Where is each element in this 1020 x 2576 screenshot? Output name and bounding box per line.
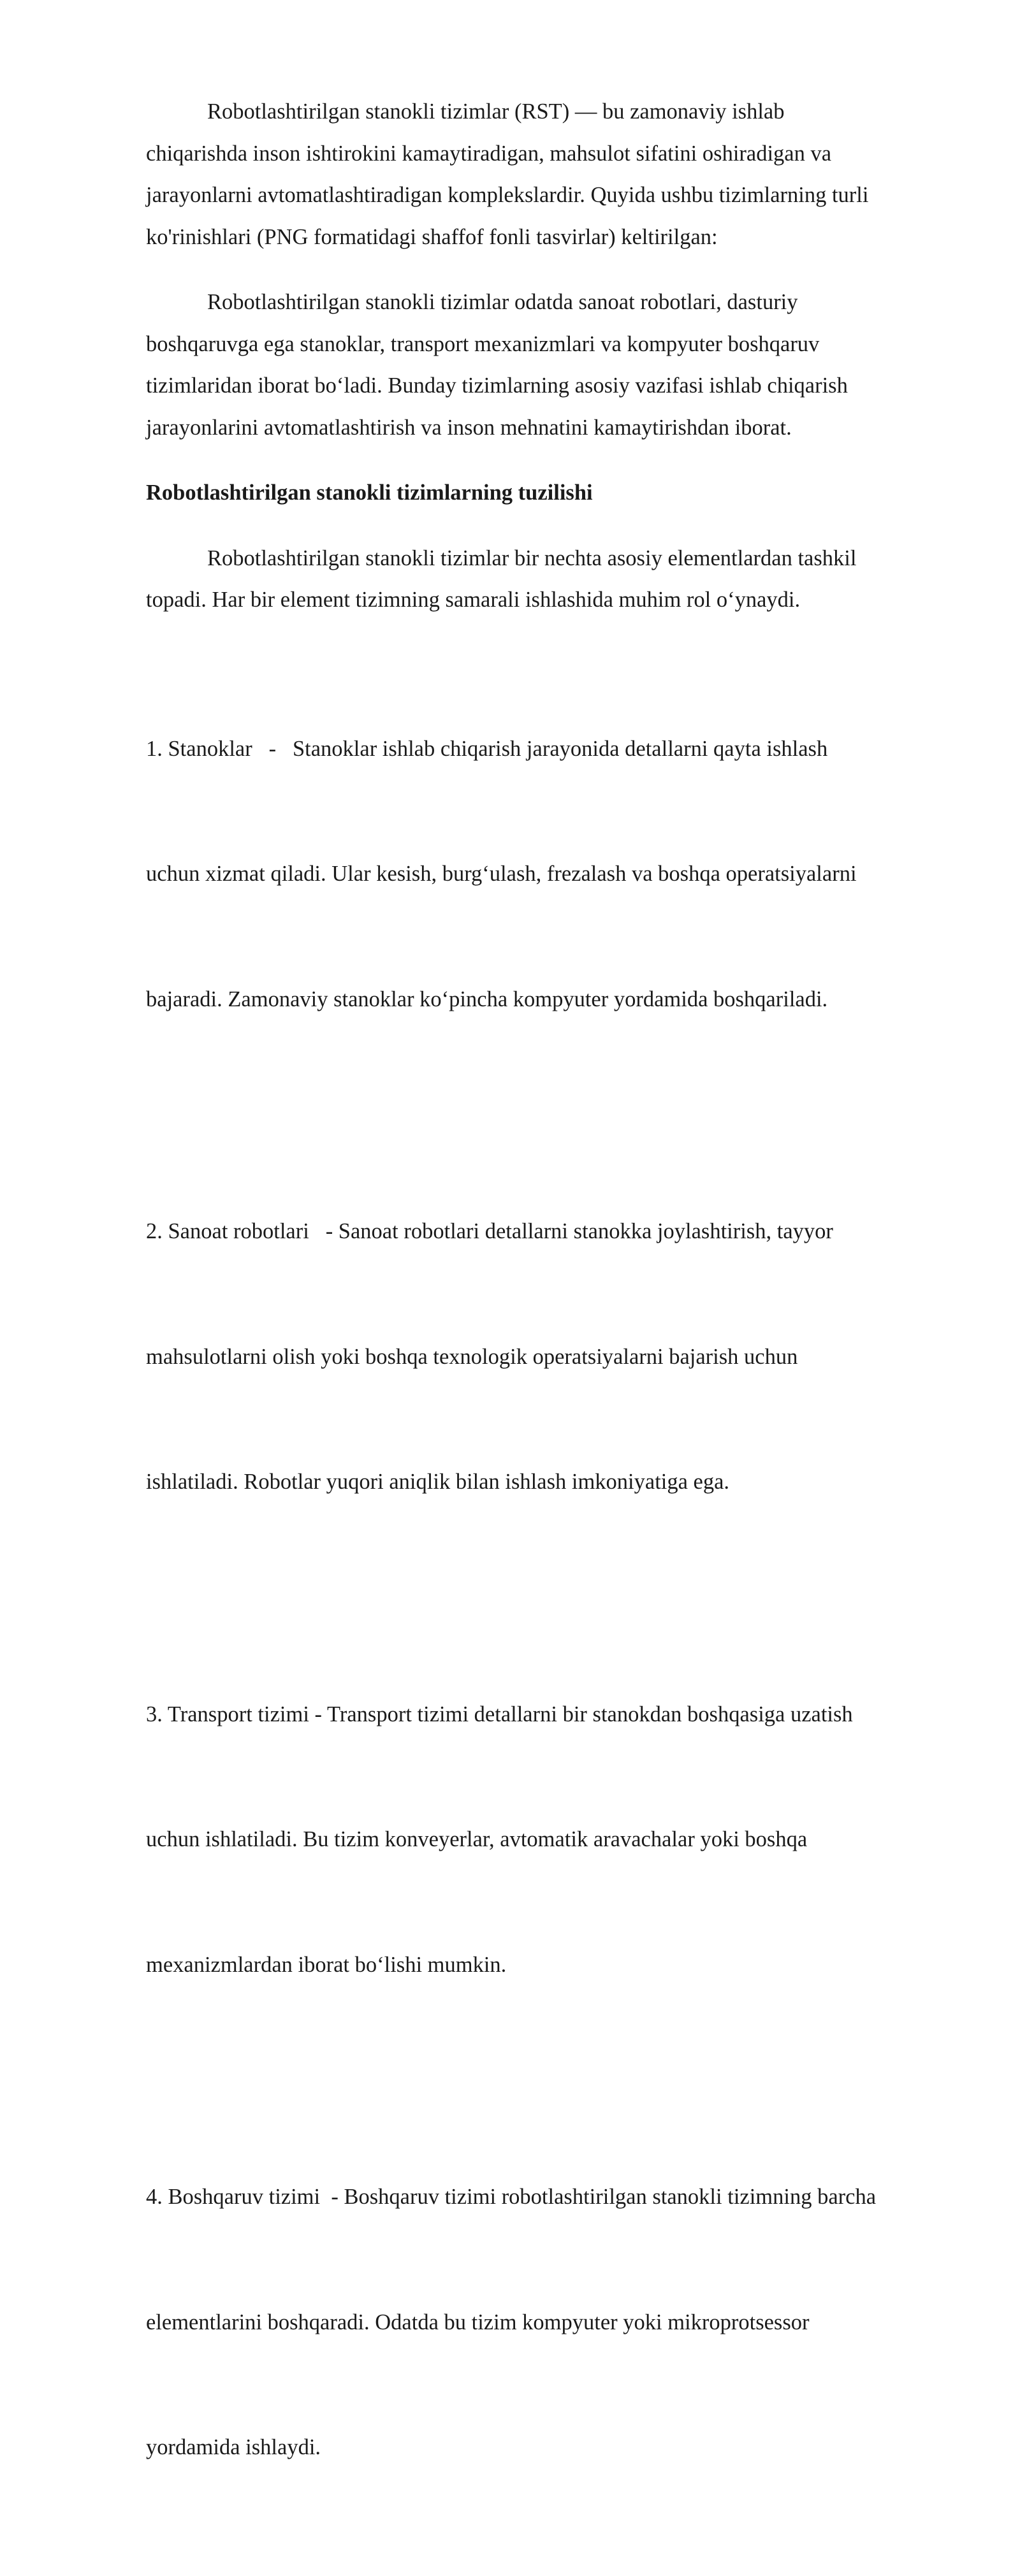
list-item-boshqaruv-tizimi	[146, 2093, 951, 2552]
list-item-line: 1. Stanoklar - Stanoklar ishlab chiqarish jarayonida detallarni qayta ishlash	[146, 736, 828, 761]
list-item-sanoat-robotlari	[146, 1127, 951, 1587]
list-item-line: ishlatiladi. Robotlar yuqori aniqlik bilan ishlash imkoniyatiga ega.	[146, 1470, 730, 1494]
list-item-line: 3. Transport tizimi - Transport tizimi detallarni bir stanokdan boshqasiga uzatish	[146, 1702, 853, 1726]
structure-line-1: Robotlashtirilgan stanokli tizimlar bir nechta asosiy elementlardan tashkil	[207, 546, 857, 570]
intro-paragraph	[146, 91, 951, 258]
list-item-stanoklar	[146, 645, 951, 1104]
intro-line-4: ko'rinishlari (PNG formatidagi shaffof fonli tasvirlar) keltirilgan:	[146, 224, 718, 249]
document-body	[146, 91, 951, 2576]
list-item-line: bajaradi. Zamonaviy stanoklar ko‘pincha kompyuter yordamida boshqariladi.	[146, 987, 828, 1011]
list-item-line: 2. Sanoat robotlari - Sanoat robotlari detallarni stanokka joylashtirish, tayyor	[146, 1219, 833, 1243]
intro-line-1: Robotlashtirilgan stanokli tizimlar (RST) — bu zamonaviy ishlab	[207, 99, 785, 124]
list-item-line: mahsulotlarni olish yoki boshqa texnologik operatsiyalarni bajarish uchun	[146, 1344, 798, 1369]
list-item-line: uchun ishlatiladi. Bu tizim konveyerlar, avtomatik aravachalar yoki boshqa	[146, 1827, 808, 1851]
list-item-line: mexanizmlardan iborat bo‘lishi mumkin.	[146, 1952, 507, 1977]
intro-line-2: chiqarishda inson ishtirokini kamaytiradigan, mahsulot sifatini oshiradigan va	[146, 141, 832, 166]
list-item-line: yordamida ishlaydi.	[146, 2435, 321, 2459]
components-paragraph	[146, 282, 951, 449]
list-item-line: 4. Boshqaruv tizimi - Boshqaruv tizimi robotlashtirilgan stanokli tizimning barcha	[146, 2185, 877, 2209]
section-heading-text: Robotlashtirilgan stanokli tizimlarning tuzilishi	[146, 481, 593, 505]
components-line-3: tizimlaridan iborat bo‘ladi. Bunday tizimlarning asosiy vazifasi ishlab chiqarish	[146, 373, 848, 398]
structure-line-2: topadi. Har bir element tizimning samarali ishlashida muhim rol o‘ynaydi.	[146, 588, 801, 612]
components-line-2: boshqaruvga ega stanoklar, transport mexanizmlari va kompyuter boshqaruv	[146, 331, 820, 356]
structure-paragraph	[146, 538, 951, 621]
list-item-transport-tizimi	[146, 1610, 951, 2070]
intro-line-3: jarayonlarni avtomatlashtiradigan komplekslardir. Quyida ushbu tizimlarning turli	[146, 183, 869, 207]
list-item-line: uchun xizmat qiladi. Ular kesish, burg‘ulash, frezalash va boshqa operatsiyalarni	[146, 862, 857, 886]
components-line-4: jarayonlarini avtomatlashtirish va inson mehnatini kamaytirishdan iborat.	[146, 415, 792, 440]
section-heading	[146, 472, 951, 514]
list-item-line: elementlarini boshqaradi. Odatda bu tizim kompyuter yoki mikroprotsessor	[146, 2310, 810, 2334]
components-line-1: Robotlashtirilgan stanokli tizimlar odatda sanoat robotlari, dasturiy	[207, 290, 798, 314]
